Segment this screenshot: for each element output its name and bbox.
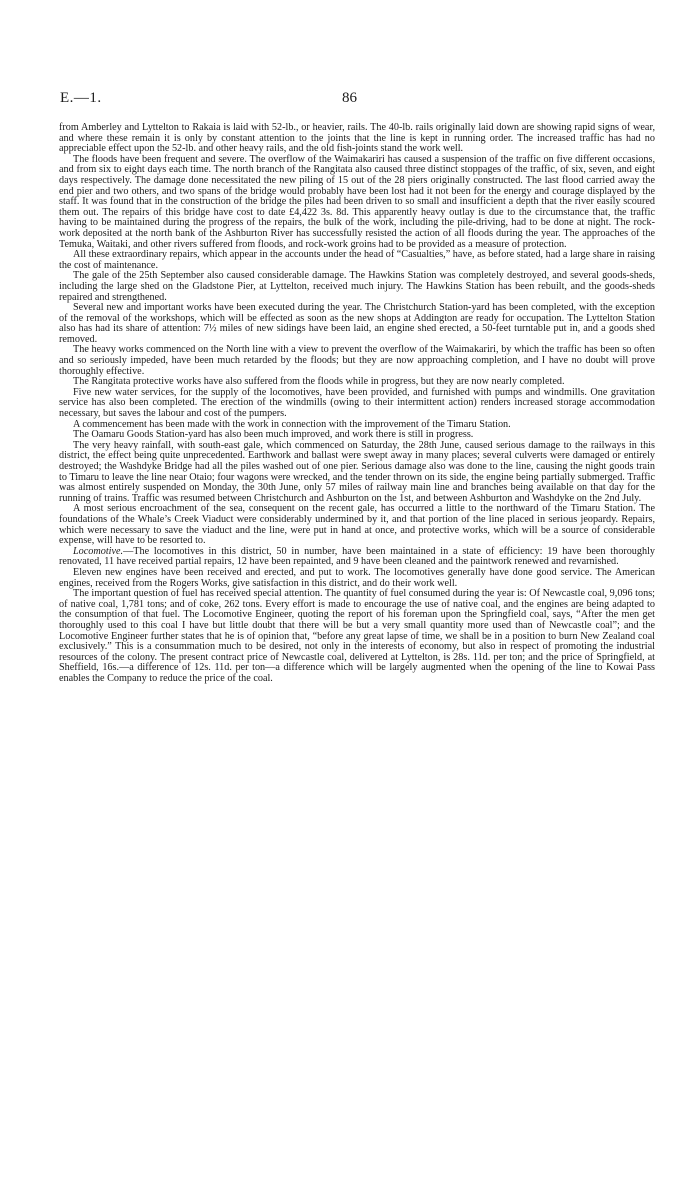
- paragraph-locomotive: [59, 547, 655, 568]
- section-lead: Locomotive.: [73, 545, 124, 557]
- paragraph: The important question of fuel has received special attention. The quantity of fuel consumed during the year is: Of Newcastle coal, 9,096 tons; of native coal, 1,781 tons; and of coke, 262 tons. Every effort is made to encourage the use of native coal, and the engines are being adapted to the consumption of that fuel. The Locomotive Engineer, quoting the report of his foreman upon the Springfield coal, says, “After the men get thoroughly used to this coal I have but little doubt that there will be but a very small quantity more used than of Newcastle coal”; and the Locomotive Engineer further states that he is of opinion that, “before any great lapse of time, we shall be in a position to burn New Zealand coal exclusively.” This is a consummation much to be desired, not only in the interests of economy, but also in respect of promoting the industrial resources of the colony. The present contract price of Newcastle coal, delivered at Lyttelton, is 28s. 11d. per ton; and the price of Springfield, at Sheffield, 16s.—a difference of 12s. 11d. per ton—a difference which will be largely augmented when the opening of the line to Kowai Pass enables the Company to reduce the price of the coal.: [59, 588, 655, 684]
- paragraph: The floods have been frequent and severe. The overflow of the Waimakariri has caused a suspension of the traffic on five different occasions, and from six to eight days each time. The north branch of the Rangitata also caused three distinct stoppages of the traffic, of six, seven, and eight days respectively. The damage done necessitated the new piling of 15 out of the 28 piers originally constructed. The last flood carried away the end pier and two others, and two spans of the bridge would probably have been lost had it not been for the energy and courage displayed by the staff. It was found that in the construction of the bridge the piles had been driven to so small and insufficient a depth that the river easily scoured them out. The repairs of this bridge have cost to date £4,422 3s. 8d. This apparently heavy outlay is due to the circumstance that, the traffic having to be maintained during the progress of the repairs, the bulk of the work, including the pile-driving, had to be done at night. The rock-work deposited at the north bank of the Ashburton River has successfully resisted the action of all floods during the year. The approaches of the Temuka, Waitaki, and other rivers suffered from floods, and rock-work groins had to be provided as a measure of protection.: [59, 153, 655, 250]
- paragraph: The Oamaru Goods Station-yard has also been much improved, and work there is still in progress.: [73, 429, 474, 441]
- paragraph: The heavy works commenced on the North line with a view to prevent the overflow of the Waimakariri, by which the traffic has been so often and so seriously impeded, have been much retarded by the floods; but they are now approaching completion, and I have no doubt will prove thoroughly effective.: [59, 344, 655, 377]
- paragraph: from Amberley and Lyttelton to Rakaia is laid with 52-lb., or heavier, rails. The 40-lb. rails originally laid down are showing rapid signs of wear, and where these remain it is only by constant attention to the joints that the line is kept in running order. The increased traffic has had no appreciable effect upon the 52-lb. and other heavy rails, and the old fish-joints stand the work well.: [59, 122, 655, 155]
- page-header: [60, 90, 650, 110]
- paragraph: The Rangitata protective works have also suffered from the floods while in progress, but they are now nearly completed.: [73, 376, 565, 388]
- paragraph: Five new water services, for the supply of the locomotives, have been provided, and furnished with pumps and windmills. One gravitation service has also been completed. The erection of the windmills (owing to their intermittent action) renders increased storage accommodation necessary, but saves the labour and cost of the pumpers.: [59, 386, 655, 420]
- paragraph: Several new and important works have been executed during the year. The Christchurch Station-yard has been completed, with the exception of the removal of the workshops, which will be effected as soon as the new shops at Addington are ready for occupation. The Lyttelton Station also has had its share of attention: 7½ miles of new sidings have been laid, an engine shed erected, a 50-feet turntable put in, and a goods shed removed.: [59, 302, 655, 345]
- paragraph: All these extraordinary repairs, which appear in the accounts under the head of “Casualties,” have, as before stated, had a large share in raising the cost of maintenance.: [59, 249, 655, 271]
- paragraph: The gale of the 25th September also caused considerable damage. The Hawkins Station was completely destroyed, and several goods-sheds, including the large shed on the Gladstone Pier, at Lyttelton, received much injury. The Hawkins Station has been rebuilt, and the goods-sheds repaired and strengthened.: [59, 270, 655, 303]
- paragraph-text: —The locomotives in this district, 50 in number, have been maintained in a state of efficiency: 19 have been thoroughly renovated, 11 have received partial repairs, 12 have been repainted, and 9 have been cleaned and the paintwork renewed and revarnished.: [59, 545, 655, 568]
- body-text: [59, 123, 655, 684]
- document-reference: E.—1.: [60, 90, 102, 106]
- paragraph: A most serious encroachment of the sea, consequent on the recent gale, has occurred a little to the northward of the Timaru Station. The foundations of the Whale’s Creek Viaduct were considerably undermined by it, and that portion of the line placed in serious jeopardy. Repairs, which were necessary to save the viaduct and the line, were put in hand at once, and protective works, which will be a source of considerable expense, will have to be resorted to.: [59, 503, 655, 547]
- paragraph: The very heavy rainfall, with south-east gale, which commenced on Saturday, the 28th June, caused serious damage to the railways in this district, the effect being quite unprecedented. Earthwork and ballast were swept away in many places; several culverts were damaged or entirely destroyed; the Washdyke Bridge had all the piles washed out of one pier. Serious damage also was done to the line, causing the night goods train to Timaru to leave the line near Otaio; four wagons were wrecked, and the tender thrown on its side, the engine being partially submerged. Traffic was almost entirely suspended on Monday, the 30th June, only 57 miles of railway main line and branches being available on that day for the running of trains. Traffic was resumed between Christchurch and Ashburton on the 1st, and between Ashburton and Washdyke on the 2nd July.: [59, 439, 655, 504]
- paragraph: A commencement has been made with the work in connection with the improvement of the Timaru Station.: [73, 418, 511, 430]
- page-number: 86: [342, 90, 357, 106]
- paragraph: Eleven new engines have been received and erected, and put to work. The locomotives generally have done good service. The American engines, received from the Rogers Works, give satisfaction in this district, and do their work well.: [59, 566, 655, 589]
